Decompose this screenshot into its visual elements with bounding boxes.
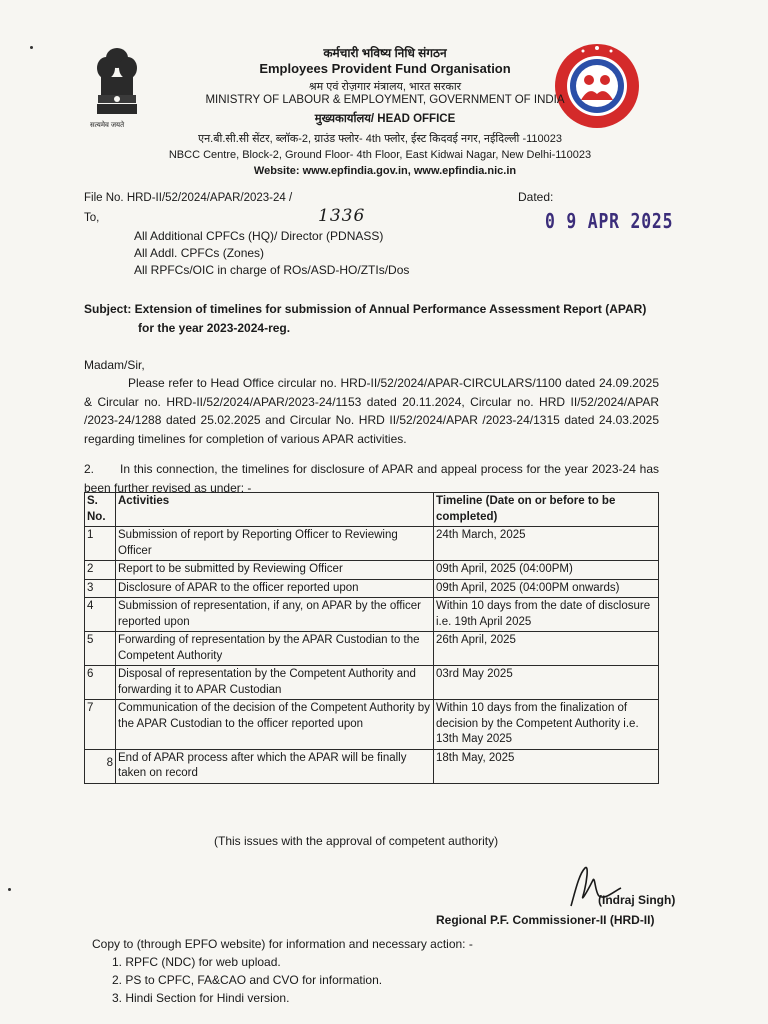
copy-item: 3. Hindi Section for Hindi version. [112, 991, 290, 1005]
table-row [85, 666, 659, 700]
paragraph-2-text: In this connection, the timelines for disclosure of APAR and appeal process for the year 2023-24 has been further revised as under: - [84, 462, 659, 495]
paragraph-1-text: Please refer to Head Office circular no. HRD-II/52/2024/APAR-CIRCULARS/1100 dated 24.09.2025 & Circular no. HRD-II/52/2024/APAR/2023-24/1153 dated 20.11.2024, Circular no. HRD II/52/2024/APAR /2023-24/1288 dated 25.02.2025 and Circular No. HRD II/52/2024/APAR /2023-24/1315 dated 24.03.2025 regarding timelines for completion of various APAR activities. [84, 376, 659, 446]
signatory-designation: Regional P.F. Commissioner-II (HRD-II) [436, 913, 655, 927]
table-row [85, 598, 659, 632]
dated-label: Dated: [518, 190, 554, 204]
table-row [85, 749, 659, 783]
table-row [85, 579, 659, 598]
row-activity: Disclosure of APAR to the officer reported upon [116, 579, 434, 598]
row-activity: Report to be submitted by Reviewing Officer [116, 561, 434, 580]
website-line: Website: www.epfindia.gov.in, www.epfindia.nic.in [253, 165, 517, 177]
org-name-hindi: कर्मचारी भविष्य निधि संगठन [323, 46, 447, 60]
approval-note: (This issues with the approval of competent authority) [214, 834, 499, 848]
table-row [85, 632, 659, 666]
row-timeline: Within 10 days from the date of disclosure i.e. 19th April 2025 [434, 598, 659, 632]
subject-line-2: for the year 2023-2024-reg. [138, 321, 291, 335]
file-number: File No. HRD-II/52/2024/APAR/2023-24 / [84, 192, 293, 204]
timeline-table [84, 492, 659, 784]
row-sno: 7 [85, 700, 116, 750]
office-address: NBCC Centre, Block-2, Ground Floor- 4th Floor, East Kidwai Nagar, New Delhi-110023 [168, 149, 592, 161]
signatory-name: (Indraj Singh) [598, 893, 676, 907]
header-timeline: Timeline (Date on or before to be completed) [434, 493, 659, 527]
scan-speck [30, 46, 33, 49]
to-label: To, [84, 212, 100, 224]
row-timeline: 24th March, 2025 [434, 527, 659, 561]
address-hindi: एन.बी.सी.सी सेंटर, ब्लॉक-2, ग्राउंड फ्लोर- 4th फ्लोर, ईस्ट किदवई नगर, नईदिल्ली -110023 [197, 133, 562, 145]
row-timeline: 09th April, 2025 (04:00PM onwards) [434, 579, 659, 598]
ministry-hindi: श्रम एवं रोज़गार मंत्रालय, भारत सरकार [308, 81, 462, 93]
copy-item: 2. PS to CPFC, FA&CAO and CVO for information. [112, 973, 383, 987]
paragraph-2-number: 2. [84, 462, 95, 476]
copy-to-heading: Copy to (through EPFO website) for information and necessary action: - [92, 937, 473, 951]
copy-item: 1. RPFC (NDC) for web upload. [112, 955, 281, 969]
emblem-caption: सत्यमेव जयते [90, 122, 125, 129]
paragraph-1 [84, 374, 659, 448]
row-sno: 1 [85, 527, 116, 561]
row-activity: Disposal of representation by the Competent Authority and forwarding it to APAR Custodian [116, 666, 434, 700]
subject [84, 300, 674, 338]
row-sno: 2 [85, 561, 116, 580]
table-header-row [85, 493, 659, 527]
org-name: Employees Provident Fund Organisation [259, 61, 511, 76]
row-sno: 6 [85, 666, 116, 700]
header-activities: Activities [116, 493, 434, 527]
row-timeline: 18th May, 2025 [434, 749, 659, 783]
row-sno: 8 [85, 749, 116, 783]
head-office-label: मुख्यकार्यालय/ HEAD OFFICE [314, 113, 456, 125]
addressee-2: All Addl. CPFCs (Zones) [134, 246, 265, 260]
date-stamp: 0 9 APR 2025 [545, 209, 674, 233]
row-timeline: Within 10 days from the finalization of decision by the Competent Authority i.e. 13th May 2025 [434, 700, 659, 750]
table-row [85, 527, 659, 561]
subject-line-1: Subject: Extension of timelines for submission of Annual Performance Assessment Report (APAR) [84, 302, 647, 316]
row-timeline: 09th April, 2025 (04:00PM) [434, 561, 659, 580]
row-activity: Forwarding of representation by the APAR Custodian to the Competent Authority [116, 632, 434, 666]
ministry-name: MINISTRY OF LABOUR & EMPLOYMENT, GOVERNMENT OF INDIA [205, 94, 565, 106]
row-timeline: 26th April, 2025 [434, 632, 659, 666]
row-sno: 3 [85, 579, 116, 598]
row-sno: 5 [85, 632, 116, 666]
row-sno: 4 [85, 598, 116, 632]
header-sno: S. No. [85, 493, 116, 527]
row-activity: Submission of representation, if any, on APAR by the officer reported upon [116, 598, 434, 632]
table-row [85, 700, 659, 750]
row-activity: End of APAR process after which the APAR will be finally taken on record [116, 749, 434, 783]
addressee-3: All RPFCs/OIC in charge of ROs/ASD-HO/ZTIs/Dos [134, 263, 410, 277]
table-row [85, 561, 659, 580]
scan-speck [8, 888, 11, 891]
row-activity: Communication of the decision of the Competent Authority by the APAR Custodian to the officer reported upon [116, 700, 434, 750]
salutation: Madam/Sir, [84, 358, 145, 372]
handwritten-number: 1336 [318, 206, 366, 226]
row-timeline: 03rd May 2025 [434, 666, 659, 700]
addressee-1: All Additional CPFCs (HQ)/ Director (PDNASS) [134, 229, 384, 243]
row-activity: Submission of report by Reporting Officer to Reviewing Officer [116, 527, 434, 561]
